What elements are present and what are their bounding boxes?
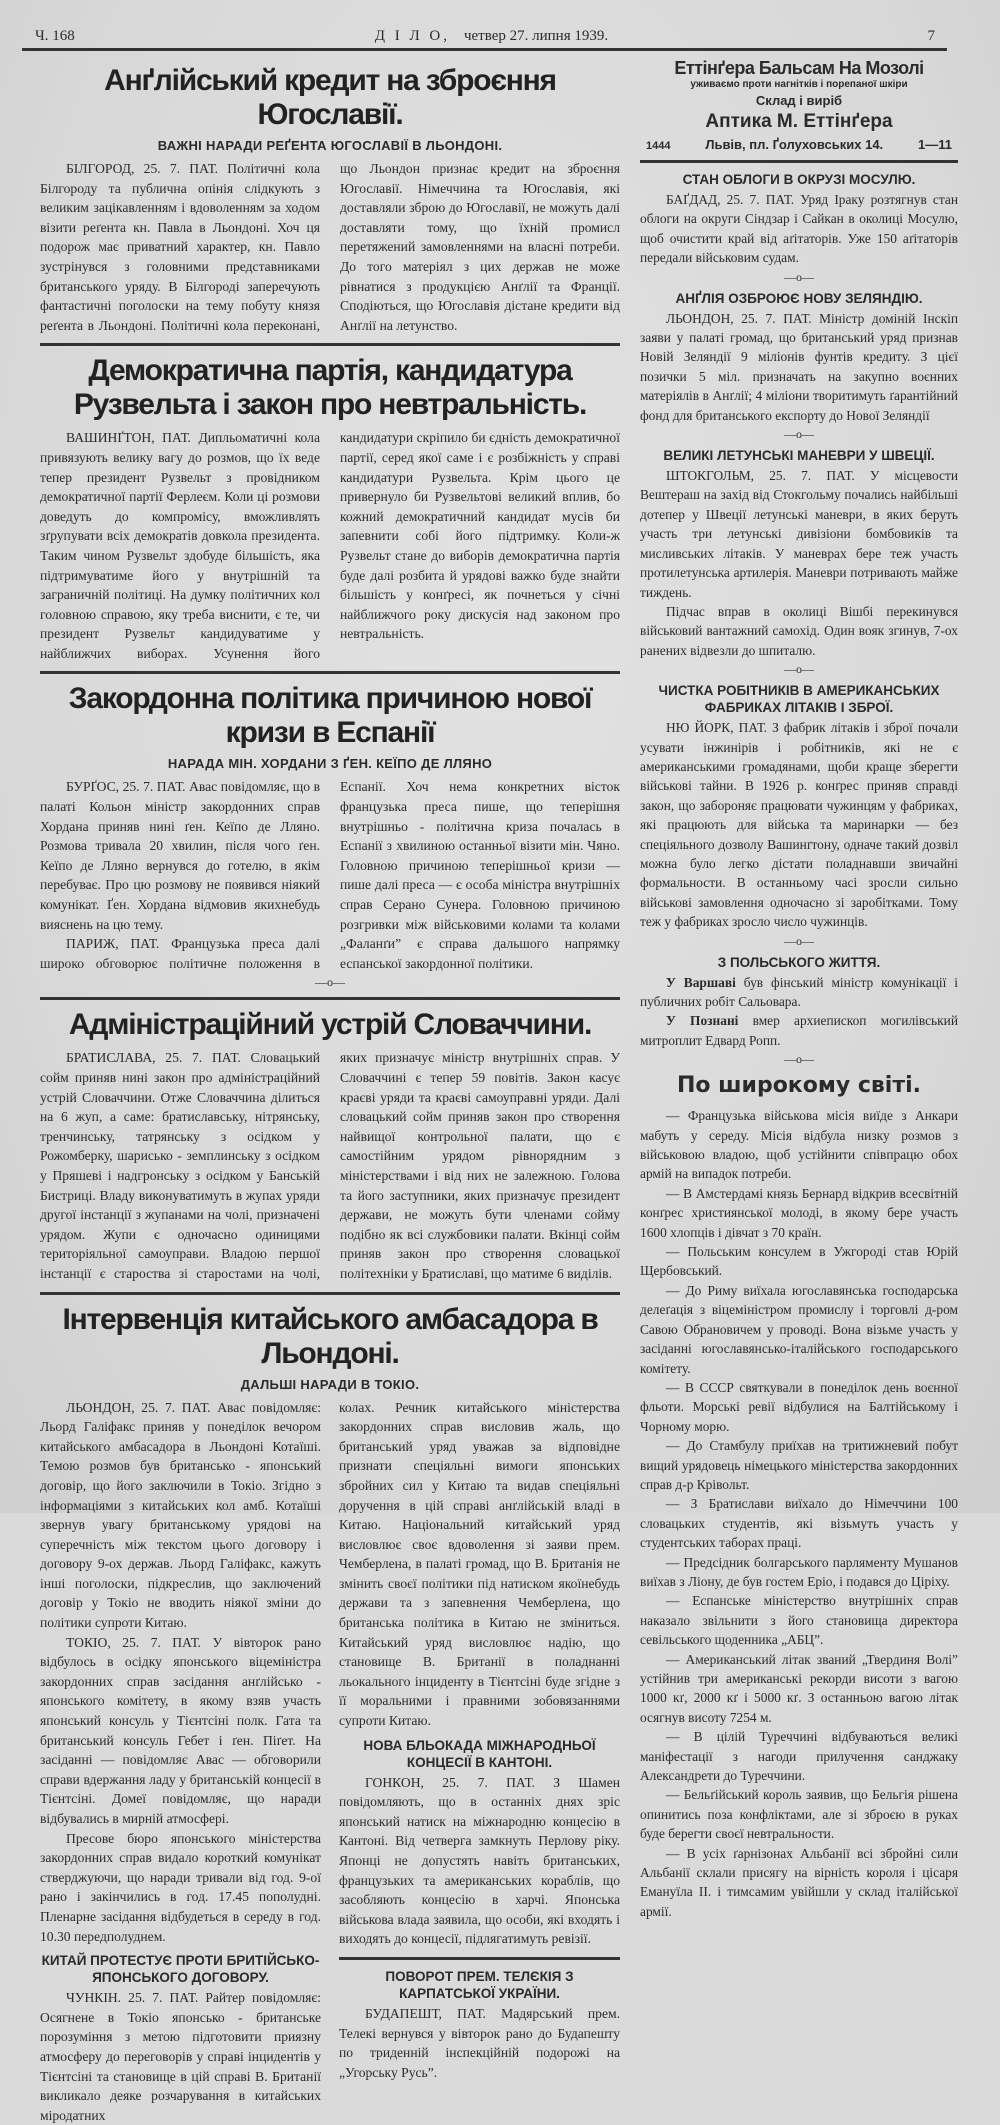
world-news-item: — В СССР святкували в понеділок день воєнної фльоти. Морські ревії відбулися на Балтійському і Чорному морю. bbox=[640, 1379, 958, 1434]
headline-roosevelt: Демократична партія, кандидатура Рузвельта і закон про невтральність. bbox=[73, 354, 587, 422]
page-number: 7 bbox=[927, 28, 935, 44]
separator: —o— bbox=[315, 975, 345, 990]
left-main-area bbox=[40, 60, 620, 2125]
separator: —o— bbox=[784, 1052, 814, 1067]
separator: —o— bbox=[784, 933, 814, 948]
ad-tagline: уживаємо проти нагнітків і порепаної шкіри bbox=[690, 79, 908, 90]
world-news-item: — Бельґійський король заявив, що Бельгія рішена опинитись поза конфліктами, але зі зброєю в руках буде берегти своєї невтральности. bbox=[640, 1787, 958, 1842]
ad-title: Еттінґера Бальсам На Мозолі bbox=[674, 58, 924, 78]
advertisement-ettinger bbox=[640, 58, 958, 152]
world-news-item: — До Риму виїхала югославянська господарська делеґація з віцеміністром промислу і торговлі д-ром Савою Обрановичем у проводі. Вона візьме участь у засіданні югославянсько-італійського господарського комітету. bbox=[640, 1282, 958, 1376]
world-news-item: — Американський літак званий „Твердиня Волі” устійнив три американські рекорди висоти з вагою 1000 кґ, 2000 кґ і 5000 кґ. З останньою вагою літак осягнув висоту 7254 м. bbox=[640, 1651, 958, 1725]
news-polish-life: З ПОЛЬСЬКОГО ЖИТТЯ. У Варшаві був фінський міністр комунікації і публичних робіт Сальовара. У Познані вмер архиепископ могилівський митроплит Едвард Ропп. bbox=[640, 954, 958, 1048]
ad-pharmacy: Аптика М. Еттінґера bbox=[705, 111, 893, 132]
article-china-right-column: колах. Речник китайського міністерства закордонних справ висловив жаль, що британський уряд уважав за відповідне признати спеціяльні вимоги японських збройних сил у Китаю та видав спеціяльні доручення в цій справі анґлійській владі в Китаю. Національний китайський уряд висловлює своє вдоволення зі заяви прем. Чемберлена, в палаті громад, що В. Британія не змінить своєї політики під натиском якоїнебудь держави та з запевнення Чемберлена, що британська політика в Китаю не зміниться. Китайський уряд висловлює надію, що становище В. Британії в поладнанні льокального інциденту в Тієнтсіні буде згідне з її моральними і правними зобовязаннями супроти Китаю. НОВА БЛЬОКАДА МІЖНАРОДНЬОЇ КОНЦЕСІЇ В КАНТОНІ. ГОНКОН, 25. 7. ПАТ. З Шамен повідомляють, що в останніх днях зріс японський натиск на міжнародню концесію в Кантоні. Від четверга замкнуть Перлову ріку. Японці не допустять навіть британських, французьких та американських кораблів, що засобляють концесію в харчі. Японська військова влада заявила, що особи, які входять і виходять до концесії, підлягатимуть ревізії. ПОВОРОТ ПРЕМ. ТЕЛЄКІЯ З КАРПАТСЬКОЇ УКРАЇНИ. БУДАПЕШТ, ПАТ. Мадярський прем. Телекі вернувся у вівторок рано до Будапешту по триденній інспекційній подорожі на „Угорську Русь”. bbox=[339, 1399, 620, 2080]
world-news-title: По широкому світі. bbox=[676, 1073, 921, 1099]
world-news-item: — В цілій Туреччині відбуваються великі маніфестації з нагоди прилучення санджаку Александрети до Туреччини. bbox=[640, 1729, 958, 1784]
subhead-china-protest: КИТАЙ ПРОТЕСТУЄ ПРОТИ БРИТІЙСЬКО-ЯПОНСЬКОГО ДОГОВОРУ. bbox=[41, 1953, 320, 1986]
world-news-item: — Еспанське міністерство внутрішніх справ наказало звільнити з його становища директора севільського щоденника „АБЦ”. bbox=[640, 1593, 958, 1648]
masthead-rule bbox=[22, 48, 947, 51]
issue-number: Ч. 168 bbox=[35, 28, 75, 44]
subhead-jordana: НАРАДА МІН. ХОРДАНИ З ҐЕН. КЕЇПО ДЕ ЛЛЯНО bbox=[167, 756, 493, 772]
news-sweden-maneuvers: ВЕЛИКІ ЛЕТУНСЬКІ МАНЕВРИ У ШВЕЦІЇ. ШТОКГОЛЬМ, 25. 7. ПАТ. У місцевости Вештераш на захід від Стокгольму почались найбільші дотепер у Швеції летунські маневри, в яких беруть участь три летунські дивізіони бомбовиків та мисливських літаків. У маневрах бере теж участь протилетунська артилерія. Маневри потривають майже тиждень. Підчас вправ в околиці Вішбі перекинувся військовий вантажний самохід. Один вояк згинув, 7-ох ранених відвезли до шпиталю. bbox=[640, 448, 958, 658]
ad-line: Склад і виріб bbox=[755, 93, 843, 108]
world-news-item: — В Амстердамі князь Бернард відкрив всесвітній конґрес християнської молоді, в якому бере участь 1600 хлопців і дівчат з 70 країн. bbox=[640, 1185, 958, 1240]
world-news-item: — До Стамбулу приїхав на тритижневий побут вищий урядовець німецького міністерства закордонних справ д-р Крівольт. bbox=[640, 1438, 958, 1492]
news-us-factories: ЧИСТКА РОБІТНИКІВ В АМЕРИКАНСЬКИХ ФАБРИКАХ ЛІТАКІВ І ЗБРОЇ. НЮ ЙОРК, ПАТ. З фабрик літаків і зброї почали усувати інжинірів і робітників, які не є американськими громадянами, щоби краще зберегти військові тайни. В 1926 р. конґрес приняв справді закон, що забороняє працювати чужинцям у фабриках, які працюють для війська та маринарки — без спеціяльного дозволу Вашинґтону, одначе такий дозвіл можна було легко дістати поладнавши звичайні формальности. В останньому часі зросли сильно військові замовлення одночасно зі заробітками. Тому теж у фабриках зросло число чужинців. bbox=[640, 683, 958, 930]
headline-yugoslavia-credit: Анґлійський кредит на зброєння Югославії. bbox=[104, 64, 556, 131]
separator: —o— bbox=[784, 269, 814, 284]
section-rule bbox=[40, 671, 620, 674]
article-spain-body: БУРҐОС, 25. 7. ПАТ. Авас повідомляє, що в палаті Кольон міністр закордонних справ Хордана приняв нині ґен. Кеїпо де Лляно. Розмова тривала 20 хвилин, після чого ґен. Кеїпо де Лляно вернувся до готелю, в якім перебуває. Про цю розмову не появився ніякий комунікат. Ґен. Хордана відмовив якихнебудь вияснень на цю тему. ПАРИЖ, ПАТ. Французька преса далі широко обговорює політичне положення в Еспанії. Хоч нема конкретних вісток французька преса пише, що теперішня внутрішньо - політична криза почалась в Еспанії з хвилиною останньої візити мін. Чяно. Головною причиною теперішньої кризи — пише далі преса — є особа міністра внутрішніх справ Серано Сунера. Головною причиною розгривки між військовими колами та колами „Фаланґи” є справа дальшого напрямку еспанської закордонної політики. bbox=[40, 779, 620, 971]
section-rule bbox=[40, 1292, 620, 1295]
news-mosul: СТАН ОБЛОГИ В ОКРУЗІ МОСУЛЮ. БАҐДАД, 25. 7. ПАТ. Уряд Іраку розтягнув стан облоги на округи Сіндзар і Сайкан в околиці Мосулю, щоб очистити край від аґітаторів. Уже 150 аґітаторів передали військовим судам. bbox=[640, 172, 958, 266]
subhead-regent: ВАЖНІ НАРАДИ РЕҐЕНТА ЮГОСЛАВІЇ В ЛЬОНДОНІ. bbox=[157, 138, 503, 153]
subhead-canton-blockade: НОВА БЛЬОКАДА МІЖНАРОДНЬОЇ КОНЦЕСІЇ В КАНТОНІ. bbox=[363, 1737, 596, 1770]
right-column bbox=[640, 58, 958, 1921]
ad-rule bbox=[640, 160, 958, 163]
issue-date: четвер 27. липня 1939. bbox=[463, 28, 609, 44]
article-yugoslavia-body: БІЛГОРОД, 25. 7. ПАТ. Політичні кола Білгороду та публична опінія слідкують з великим зацікавленням і вдоволенням за ходом візити реґента кн. Павла в Льондоні. Хоч ця подорож має приватний характер, кн. Павло зустрінувся з головними представниками британського уряду. В Білгороді заперечують фантастичні поголоски на тему побуту князя реґента в Льондоні. Політичні кола переконані, що Льондон признає кредит на зброєння Югославії. Німеччина та Югославія, які доставляли зброю до Югославії, не можуть далі доставляти тому, що їхній промисл перетяжений замовленнями на власні потреби. До того матеріял з цих держав не може рівнатися з продукцією Анґлії та Франції. Сподіються, що Югославія дістане кредити від Анґлії на летунство. bbox=[40, 161, 620, 333]
masthead bbox=[35, 28, 955, 45]
section-rule bbox=[339, 1957, 620, 1960]
world-news-list bbox=[640, 1106, 958, 1921]
headline-chinese-ambassador: Інтервенція китайського амбасадора в Льондоні. bbox=[62, 1302, 598, 1370]
world-news-item: — Французька військова місія виїде з Анкари мабуть у середу. Місія відбула низку розмов з військовою владою, щоб устійнити співпрацю обох армій на випадок потреби. bbox=[640, 1108, 958, 1182]
subhead-teleki-return: ПОВОРОТ ПРЕМ. ТЕЛЄКІЯ З КАРПАТСЬКОЇ УКРАЇНИ. bbox=[385, 1968, 574, 2001]
ad-code: 1444 bbox=[646, 140, 671, 152]
world-news-item: — Предсідник болгарського парляменту Мушанов виїхав з Ліону, де був гостем Еріо, і подався до Ціріху. bbox=[640, 1554, 958, 1589]
section-rule bbox=[40, 343, 620, 346]
subhead-tokyo: ДАЛЬШІ НАРАДИ В ТОКІО. bbox=[240, 1376, 420, 1392]
right-column-news bbox=[640, 171, 958, 1921]
article-china-body bbox=[40, 1398, 620, 2125]
separator: —o— bbox=[784, 662, 814, 677]
ad-run: 1—11 bbox=[918, 137, 952, 152]
world-news-item: — Польським консулем в Ужгороді став Юрій Щербовський. bbox=[640, 1244, 958, 1279]
news-new-zealand: АНҐЛІЯ ОЗБРОЮЄ НОВУ ЗЕЛЯНДІЮ. ЛЬОНДОН, 25. 7. ПАТ. Міністр доміній Інскіп заяви у палаті громад, що британський уряд признав Новій Зеляндії 9 міліонів фунтів кредиту. З цієї позички 5 міл. призначать на закупно воєнних матеріялів в Анґлії; 4 міліони творитимуть ґарантійний фонд для британського експорту до Нової Зеляндії bbox=[640, 290, 958, 423]
article-roosevelt-body: ВАШИНҐТОН, ПАТ. Дипльоматичні кола привязують велику вагу до розмов, що їх веде тепер президент Рузвельт з провідником демократичної партії Ферлеєм. Коли ці розмови доведуть до компромісу, вможливлять зґрупувати всіх демократів довкола президента. Таким чином Рузвельт здобуде більшість, яка підтримуватиме його у внутрішній та заграничній політиці. На думку політичних кол головною справою, яку треба виснити, є те, чи президент Рузвельт кандидуватиме у найближчих виборах. Усунення його кандидатури скріпило би єдність демократичної партії, серед якої саме і є розбіжність у справі кандидатури Рузвельта. Крім цього це привернуло би Рузвельтові великий вплив, бо кожний демократичний кандидат мусів би запевнити собі його підтримку. Коли-ж Рузвельт стане до виборів демократична партія буде далі розбита й урядові важко буде знайти більшість у конґресі, як почнеться у січні найближчого року дискусія над законом про невтральність. bbox=[40, 430, 620, 661]
ad-address: Львів, пл. Ґолуховських 14. bbox=[705, 137, 884, 152]
separator: —o— bbox=[784, 427, 814, 442]
headline-slovakia: Адміністраційний устрій Словаччини. bbox=[68, 1008, 592, 1042]
world-news-item: — В усіх ґарнізонах Альбанії всі збройні сили Альбанії склали присягу на вірність короля і цісаря Емануїла II. і тимсамим увійшли у склад італійської армії. bbox=[640, 1845, 958, 1919]
headline-spain: Закордонна політика причиною нової кризи в Еспанії bbox=[68, 682, 592, 750]
world-news-item: — З Братислави виїхало до Німеччини 100 словацьких студентів, які візьмуть участь у студентських таборах праці. bbox=[640, 1496, 958, 1551]
newspaper-title: Д І Л О, bbox=[374, 28, 450, 44]
section-rule bbox=[40, 997, 620, 1000]
article-slovakia-body: БРАТИСЛАВА, 25. 7. ПАТ. Словацький сойм приняв нині закон про адміністраційний устрій Словаччини. Отже Словаччина ділиться на 6 жуп, а саме: братиславську, нітрянську, тренчинську, татрянську з осідком у Рожомберку, шарисько - земплинську з осідком у Пряшеві і надгронську з осідком у Банській Бистриці. Владу виконуватимуть в жупах уряди другої інстанції з жупанами на чолі, призначені урядом. Жупи є одночасно одиницями територіяльної самоуправи. Владою першої інстанції є староства зі старостами на чолі, яких призначує міністр внутрішніх справ. У Словаччині є тепер 59 повітів. Закон касує краєві уряди та краєві самоуправні уряди. Далі словацький сойм приняв закон про створення найвищої контрольної палати, що є самостійним урядом рівнорядним з міністерствами і від них не залежною. Голова та його заступники, яких призначує президент держави, не можуть бути членами сойму подібно як всі службовики палати. Вкінці сойм приняв закон про створення словацької політехніки у Братиславі, що матиме 6 виділів. bbox=[40, 1050, 620, 1281]
article-china-left-column: ЛЬОНДОН, 25. 7. ПАТ. Авас повідомляє: Льорд Галіфакс приняв у понеділок вечором китайського амбасадора в Льондоні Котаїші. Темою розмов був британсько - японський договір, що його заключили в Токіо. Згідно з інформаціями з китайських кол амб. Котаїші звернув увагу британському урядові на суперечність між текстом цього договору і договору 9-ох держав. Льорд Галіфакс, кажуть інші поголоски, підкреслив, що заключений договір у Токіо не вводить ніякої зміни до політики супроти Китаю. ТОКІО, 25. 7. ПАТ. У вівторок рано відбулось в осідку японського віцеміністра закордонних справ засідання анґлійсько - японського комітету, в якому взяв участь японський консуль у Тієнтсіні полк. Гата та британський консуль Гебет і ґен. Піґет. На засіданні — повідомляє Авас — обговорили справи вдержання ладу у британській концесії в Тієнтсіні. Домеї повідомляє, що наради відбувались в мирній атмосфері. Пресове бюро японського міністерства закордонних справ видало короткий комунікат стверджуючи, що наради тривали від год. 9-ої рано і закінчились в год. 17.45 пополудні. Пленарне засідання відбудеться в середу в год. 10.30 передполуднем. КИТАЙ ПРОТЕСТУЄ ПРОТИ БРИТІЙСЬКО-ЯПОНСЬКОГО ДОГОВОРУ. ЧУНКІН. 25. 7. ПАТ. Райтер повідомляє: Осягнене в Токіо японсько - британське порозуміння з метою підготовити приязну атмосферу до переговорів у справі інцидентів у Тієнтсіні та становище в цій справі В. Британії викликало деяке розчарування в китайських міродатних bbox=[40, 1399, 321, 2123]
